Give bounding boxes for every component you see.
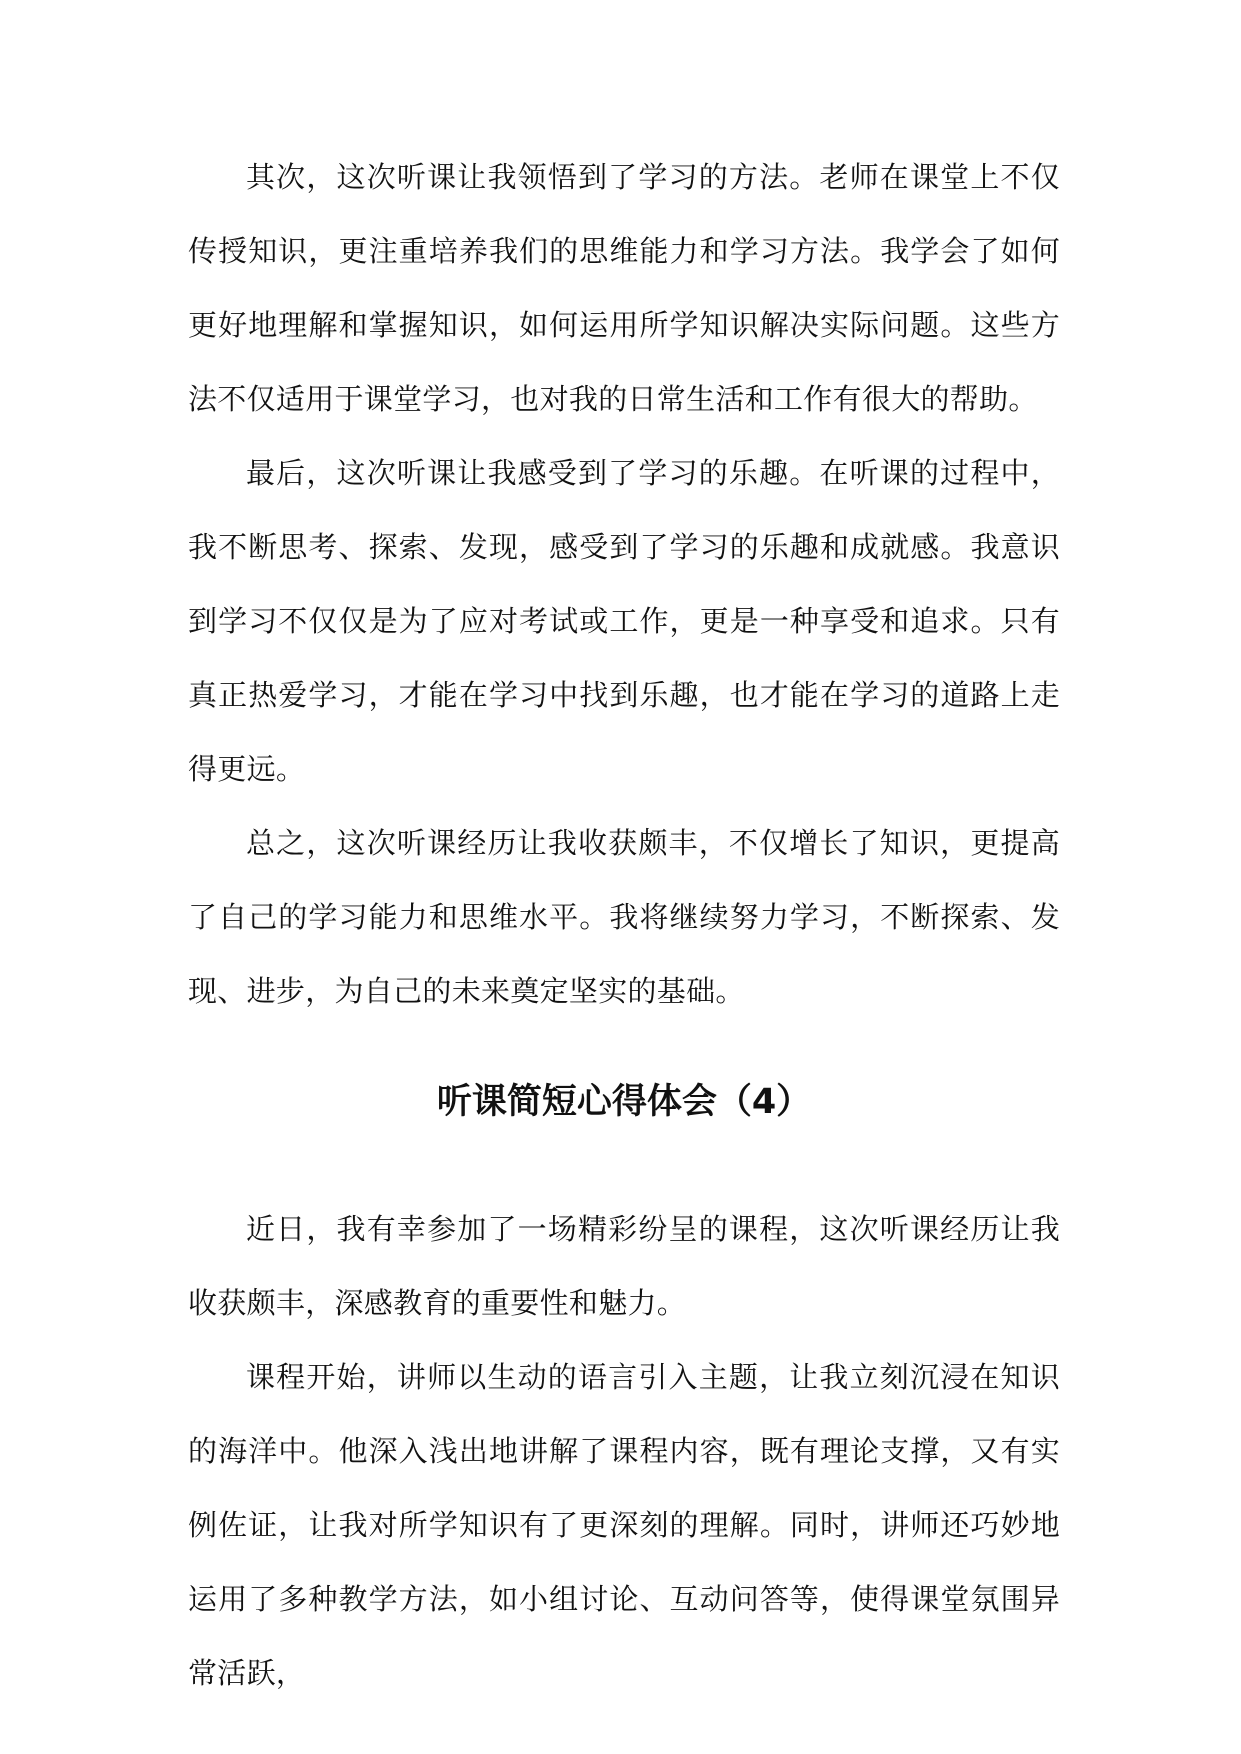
document-body	[188, 140, 1060, 1710]
paragraph-intro: 近日，我有幸参加了一场精彩纷呈的课程，这次听课经历让我收获颇丰，深感教育的重要性和魅力。	[188, 1212, 1060, 1320]
paragraph-course-start: 课程开始，讲师以生动的语言引入主题，让我立刻沉浸在知识的海洋中。他深入浅出地讲解了课程内容，既有理论支撑，又有实例佐证，让我对所学知识有了更深刻的理解。同时，讲师还巧妙地运用了多种教学方法，如小组讨论、互动问答等，使得课堂氛围异常活跃，	[188, 1360, 1060, 1690]
paragraph-learning-joy: 最后，这次听课让我感受到了学习的乐趣。在听课的过程中，我不断思考、探索、发现，感受到了学习的乐趣和成就感。我意识到学习不仅仅是为了应对考试或工作，更是一种享受和追求。只有真正热爱学习，才能在学习中找到乐趣，也才能在学习的道路上走得更远。	[188, 456, 1060, 786]
paragraph-learning-methods: 其次，这次听课让我领悟到了学习的方法。老师在课堂上不仅传授知识，更注重培养我们的思维能力和学习方法。我学会了如何更好地理解和掌握知识，如何运用所学知识解决实际问题。这些方法不仅适用于课堂学习，也对我的日常生活和工作有很大的帮助。	[188, 160, 1060, 416]
paragraph-conclusion: 总之，这次听课经历让我收获颇丰，不仅增长了知识，更提高了自己的学习能力和思维水平。我将继续努力学习，不断探索、发现、进步，为自己的未来奠定坚实的基础。	[188, 826, 1060, 1008]
section-title: 听课简短心得体会（4）	[436, 1082, 812, 1122]
